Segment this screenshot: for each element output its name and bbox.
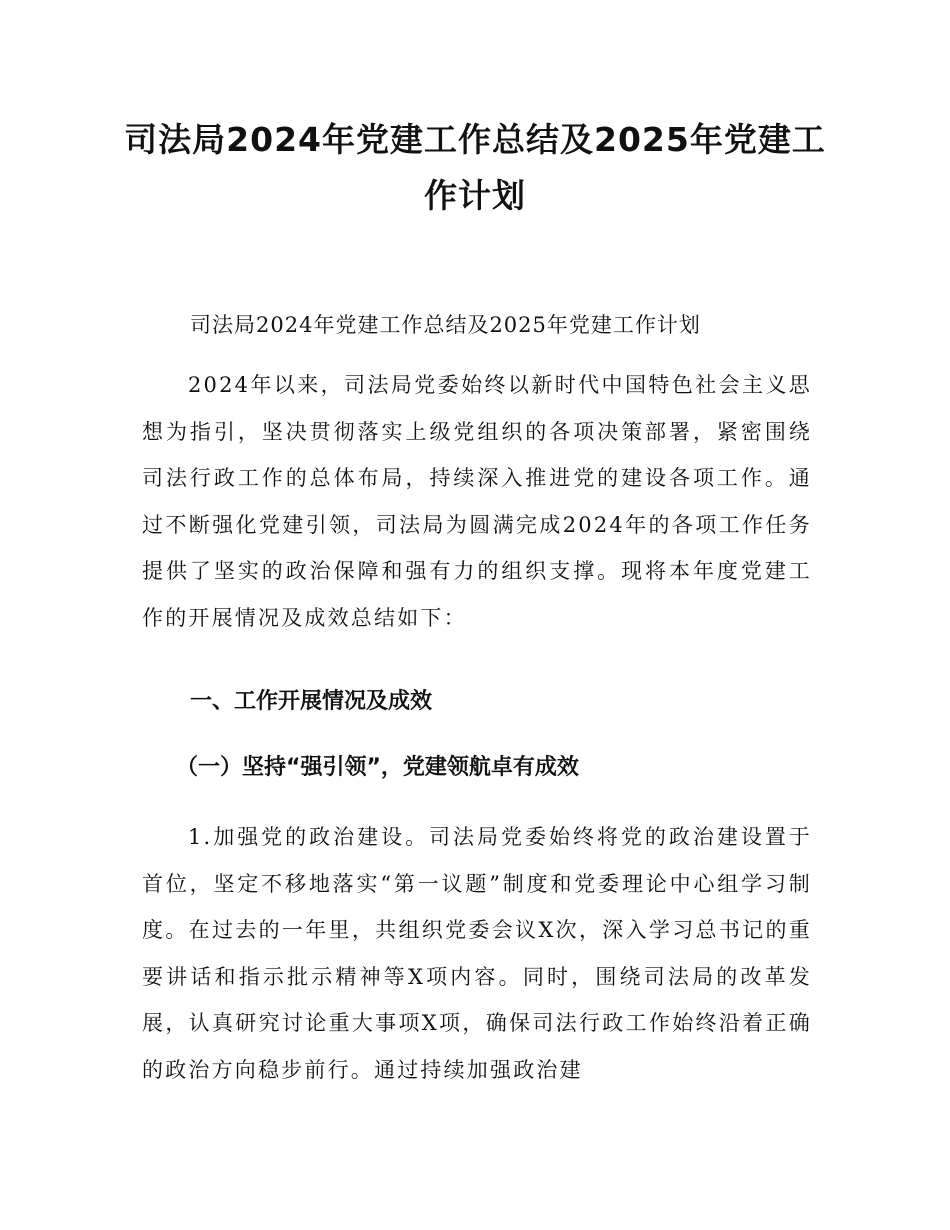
body-paragraph: 1.加强党的政治建设。司法局党委始终将党的政治建设置于首位，坚定不移地落实“第一议题”制度和党委理论中心组学习制度。在过去的一年里，共组织党委会议X次，深入学习总书记的重要讲话和指示批示精神等X项内容。同时，围绕司法局的改革发展，认真研究讨论重大事项X项，确保司法行政工作始终沿着正确的政治方向稳步前行。通过持续加强政治建 — [142, 825, 812, 1082]
section-heading: 一、工作开展情况及成效 — [190, 689, 433, 714]
document-subtitle: 司法局2024年党建工作总结及2025年党建工作计划 — [190, 313, 701, 337]
document-title: 司法局2024年党建工作总结及2025年党建工作计划 — [124, 120, 826, 215]
subsection-heading: （一）坚持“强引领”，党建领航卓有成效 — [176, 755, 579, 780]
intro-paragraph: 2024年以来，司法局党委始终以新时代中国特色社会主义思想为指引，坚决贯彻落实上级党组织的各项决策部署，紧密围绕司法行政工作的总体布局，持续深入推进党的建设各项工作。通过不断强化党建引领，司法局为圆满完成2024年的各项工作任务提供了坚实的政治保障和强有力的组织支撑。现将本年度党建工作的开展情况及成效总结如下： — [142, 373, 812, 630]
